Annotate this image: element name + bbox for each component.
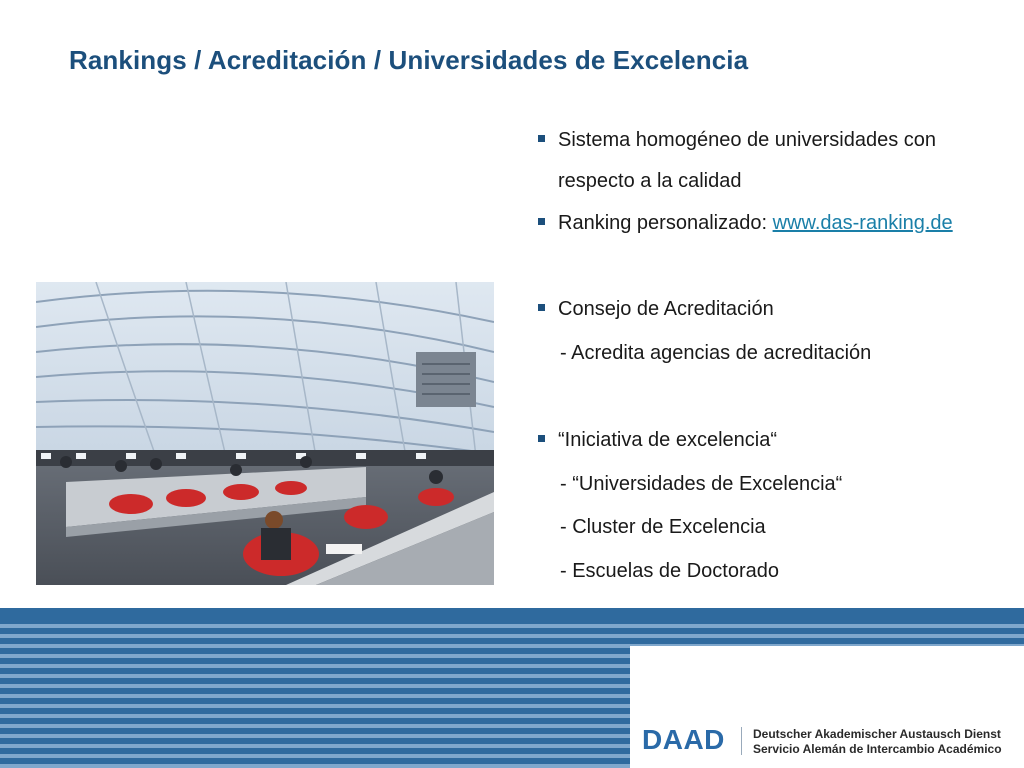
sub-text: - Escuelas de Doctorado (560, 560, 780, 582)
logo-divider (741, 727, 742, 755)
bullet-text: “Iniciativa de excelencia“ (558, 429, 777, 451)
bullet-square-icon (538, 435, 545, 442)
sub-text: - Cluster de Excelencia (560, 516, 766, 538)
slide-title: Rankings / Acreditación / Universidades de Excelencia (69, 45, 749, 75)
bullet-square-icon (538, 218, 545, 225)
daad-logo: DAAD (642, 724, 725, 755)
bullet-text: Sistema homogéneo de universidades con (558, 129, 937, 151)
bullet-square-icon (538, 304, 545, 311)
org-name-spanish: Servicio Alemán de Intercambio Académico (753, 742, 1002, 756)
footer-top-band (0, 608, 1024, 618)
bullet-text: Consejo de Acreditación (558, 298, 774, 320)
ranking-link[interactable]: www.das-ranking.de (772, 212, 953, 234)
bullet-square-icon (538, 135, 545, 142)
sub-text: - “Universidades de Excelencia“ (560, 473, 843, 495)
bullet-text: respecto a la calidad (558, 170, 742, 192)
sub-text: - Acredita agencias de acreditación (560, 342, 872, 364)
library-photo (36, 282, 494, 585)
bullet-text: Ranking personalizado: www.das-ranking.de (558, 212, 953, 234)
org-name-german: Deutscher Akademischer Austausch Dienst (753, 727, 1001, 741)
